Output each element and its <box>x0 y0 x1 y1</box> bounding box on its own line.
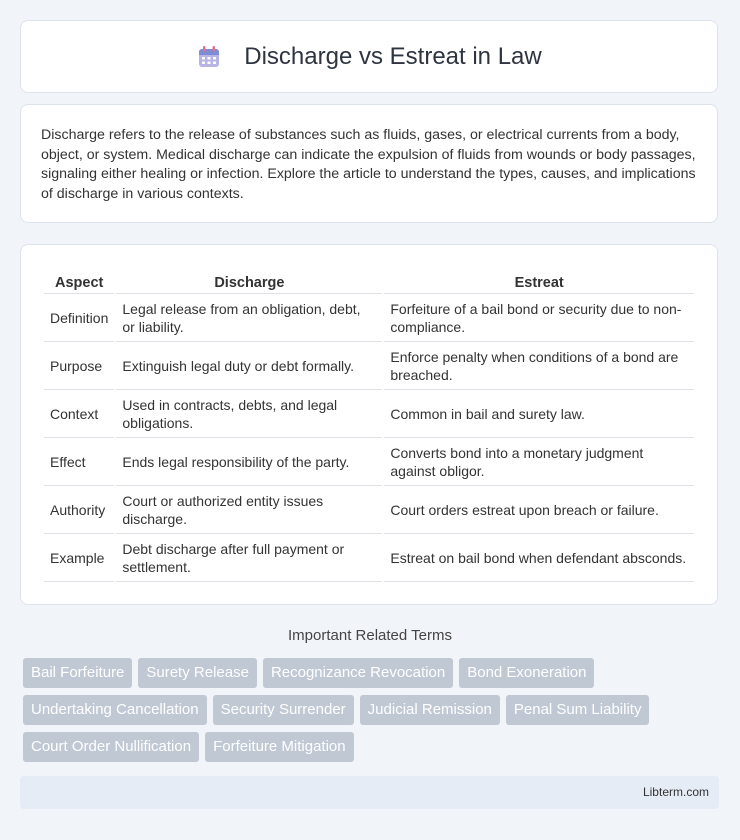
row-aspect: Definition <box>44 294 114 342</box>
footer <box>20 776 719 809</box>
related-terms-title: Important Related Terms <box>288 627 452 644</box>
table-row <box>44 486 694 534</box>
table-row <box>44 390 694 438</box>
table-header-row <box>44 265 694 294</box>
calendar-icon <box>196 44 222 70</box>
row-aspect: Context <box>44 390 114 438</box>
related-term-tag[interactable]: Forfeiture Mitigation <box>205 732 354 762</box>
related-terms-list <box>23 658 723 762</box>
page-title: Discharge vs Estreat in Law <box>244 42 542 70</box>
header-discharge: Discharge <box>116 265 382 294</box>
row-aspect: Authority <box>44 486 114 534</box>
table-row <box>44 342 694 390</box>
table-row <box>44 438 694 486</box>
related-term-tag[interactable]: Surety Release <box>138 658 257 688</box>
row-estreat: Common in bail and surety law. <box>384 390 694 438</box>
related-term-tag[interactable]: Penal Sum Liability <box>506 695 650 725</box>
comparison-table <box>42 265 696 582</box>
related-term-tag[interactable]: Judicial Remission <box>360 695 500 725</box>
header-card <box>20 20 718 93</box>
related-term-tag[interactable]: Bail Forfeiture <box>23 658 132 688</box>
row-aspect: Example <box>44 534 114 582</box>
row-discharge: Used in contracts, debts, and legal obligations. <box>116 390 382 438</box>
row-discharge: Ends legal responsibility of the party. <box>116 438 382 486</box>
header-estreat: Estreat <box>384 265 694 294</box>
row-discharge: Extinguish legal duty or debt formally. <box>116 342 382 390</box>
row-discharge: Legal release from an obligation, debt, or liability. <box>116 294 382 342</box>
row-estreat: Forfeiture of a bail bond or security due to non-compliance. <box>384 294 694 342</box>
table-row <box>44 294 694 342</box>
intro-text: Discharge refers to the release of substances such as fluids, gases, or electrical currents from a body, object, or system. Medical discharge can indicate the expulsion of fluids from wounds or body passages, signaling either healing or infection. Explore the article to understand the types, causes, and implications of discharge in various contexts. <box>41 127 696 202</box>
footer-site-link[interactable]: Libterm.com <box>642 785 709 799</box>
related-term-tag[interactable]: Bond Exoneration <box>459 658 594 688</box>
related-term-tag[interactable]: Court Order Nullification <box>23 732 199 762</box>
row-estreat: Converts bond into a monetary judgment against obligor. <box>384 438 694 486</box>
row-estreat: Enforce penalty when conditions of a bond are breached. <box>384 342 694 390</box>
row-estreat: Court orders estreat upon breach or failure. <box>384 486 694 534</box>
intro-card <box>20 104 718 223</box>
row-discharge: Court or authorized entity issues discharge. <box>116 486 382 534</box>
row-discharge: Debt discharge after full payment or settlement. <box>116 534 382 582</box>
related-term-tag[interactable]: Undertaking Cancellation <box>23 695 207 725</box>
comparison-table-card <box>20 244 718 605</box>
row-aspect: Purpose <box>44 342 114 390</box>
related-term-tag[interactable]: Security Surrender <box>213 695 354 725</box>
related-term-tag[interactable]: Recognizance Revocation <box>263 658 453 688</box>
table-row <box>44 534 694 582</box>
row-estreat: Estreat on bail bond when defendant absconds. <box>384 534 694 582</box>
row-aspect: Effect <box>44 438 114 486</box>
header-aspect: Aspect <box>44 265 114 294</box>
